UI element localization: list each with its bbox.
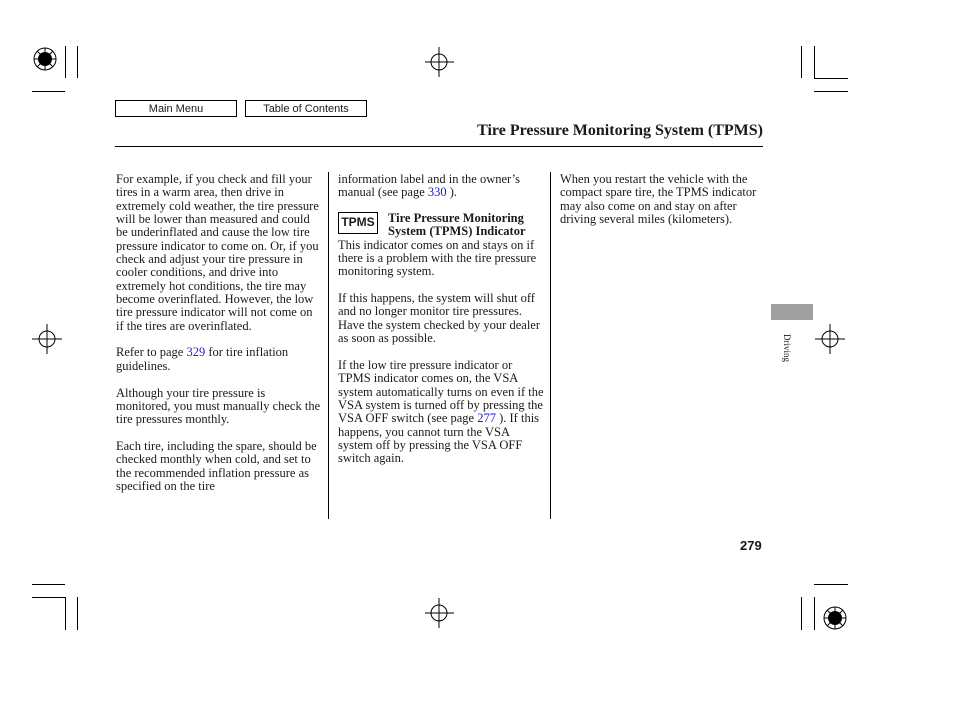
text: ). xyxy=(446,185,458,200)
paragraph: This indicator comes on and stays on if there is a problem with the tire pressure monitoring system. xyxy=(338,237,537,279)
page-number: 279 xyxy=(740,538,762,553)
column-divider xyxy=(550,172,551,519)
paragraph xyxy=(116,346,322,373)
paragraph: If this happens, the system will shut off and no longer monitor tire pressures. Have the system checked by your dealer as soon as possible. xyxy=(338,291,541,346)
paragraph: Although your tire pressure is monitored, you must manually check the tire pressures monthly. xyxy=(116,385,321,427)
section-tab xyxy=(771,304,813,320)
text: information label and in the owner’s manual (see page xyxy=(338,172,521,200)
text: If the low tire pressure indicator or TPMS indicator comes on, the VSA system automatically turns on even if the VSA system is turned off by pressing the VSA OFF switch (see page xyxy=(338,357,544,426)
page-link-330[interactable]: 330 xyxy=(427,185,447,200)
section-tab-label: Driving xyxy=(782,334,792,362)
page-link-277[interactable]: 277 xyxy=(477,411,496,426)
column-divider xyxy=(328,172,329,519)
page-link-329[interactable]: 329 xyxy=(186,345,206,360)
column-2 xyxy=(338,173,544,479)
column-1 xyxy=(116,173,322,507)
page-title: Tire Pressure Monitoring System (TPMS) xyxy=(477,122,763,139)
text: ). If this happens, you cannot turn the VSA system off by pressing the VSA OFF switch again. xyxy=(338,411,540,466)
table-of-contents-button[interactable]: Table of Contents xyxy=(245,100,367,117)
tpms-indicator-icon: TPMS xyxy=(338,212,378,234)
paragraph xyxy=(338,173,544,200)
indicator-block xyxy=(338,212,544,239)
indicator-heading: Tire Pressure Monitoring System (TPMS) Indicator xyxy=(388,211,526,239)
paragraph: Each tire, including the spare, should be checked monthly when cold, and set to the recommended inflation pressure as specified on the tire xyxy=(116,438,317,493)
paragraph: For example, if you check and fill your tires in a warm area, then drive in extremely cold weather, the tire pressure will be lower than measured and could be underinflated and cause the low tire pressure indicator to come on. Or, if you check and adjust your tire pressure in cooler conditions, and drive into extremely hot conditions, the tire may become overinflated. However, the low tire pressure indicator will not come on if the tires are overinflated. xyxy=(116,172,319,333)
text: for tire inflation guidelines. xyxy=(116,345,289,373)
paragraph xyxy=(338,359,544,466)
column-3 xyxy=(560,173,760,240)
title-rule xyxy=(115,146,763,147)
text: Refer to page xyxy=(116,345,187,360)
paragraph: When you restart the vehicle with the compact spare tire, the TPMS indicator may also come on and stay on after driving several miles (kilometers). xyxy=(560,172,757,227)
main-menu-button[interactable]: Main Menu xyxy=(115,100,237,117)
